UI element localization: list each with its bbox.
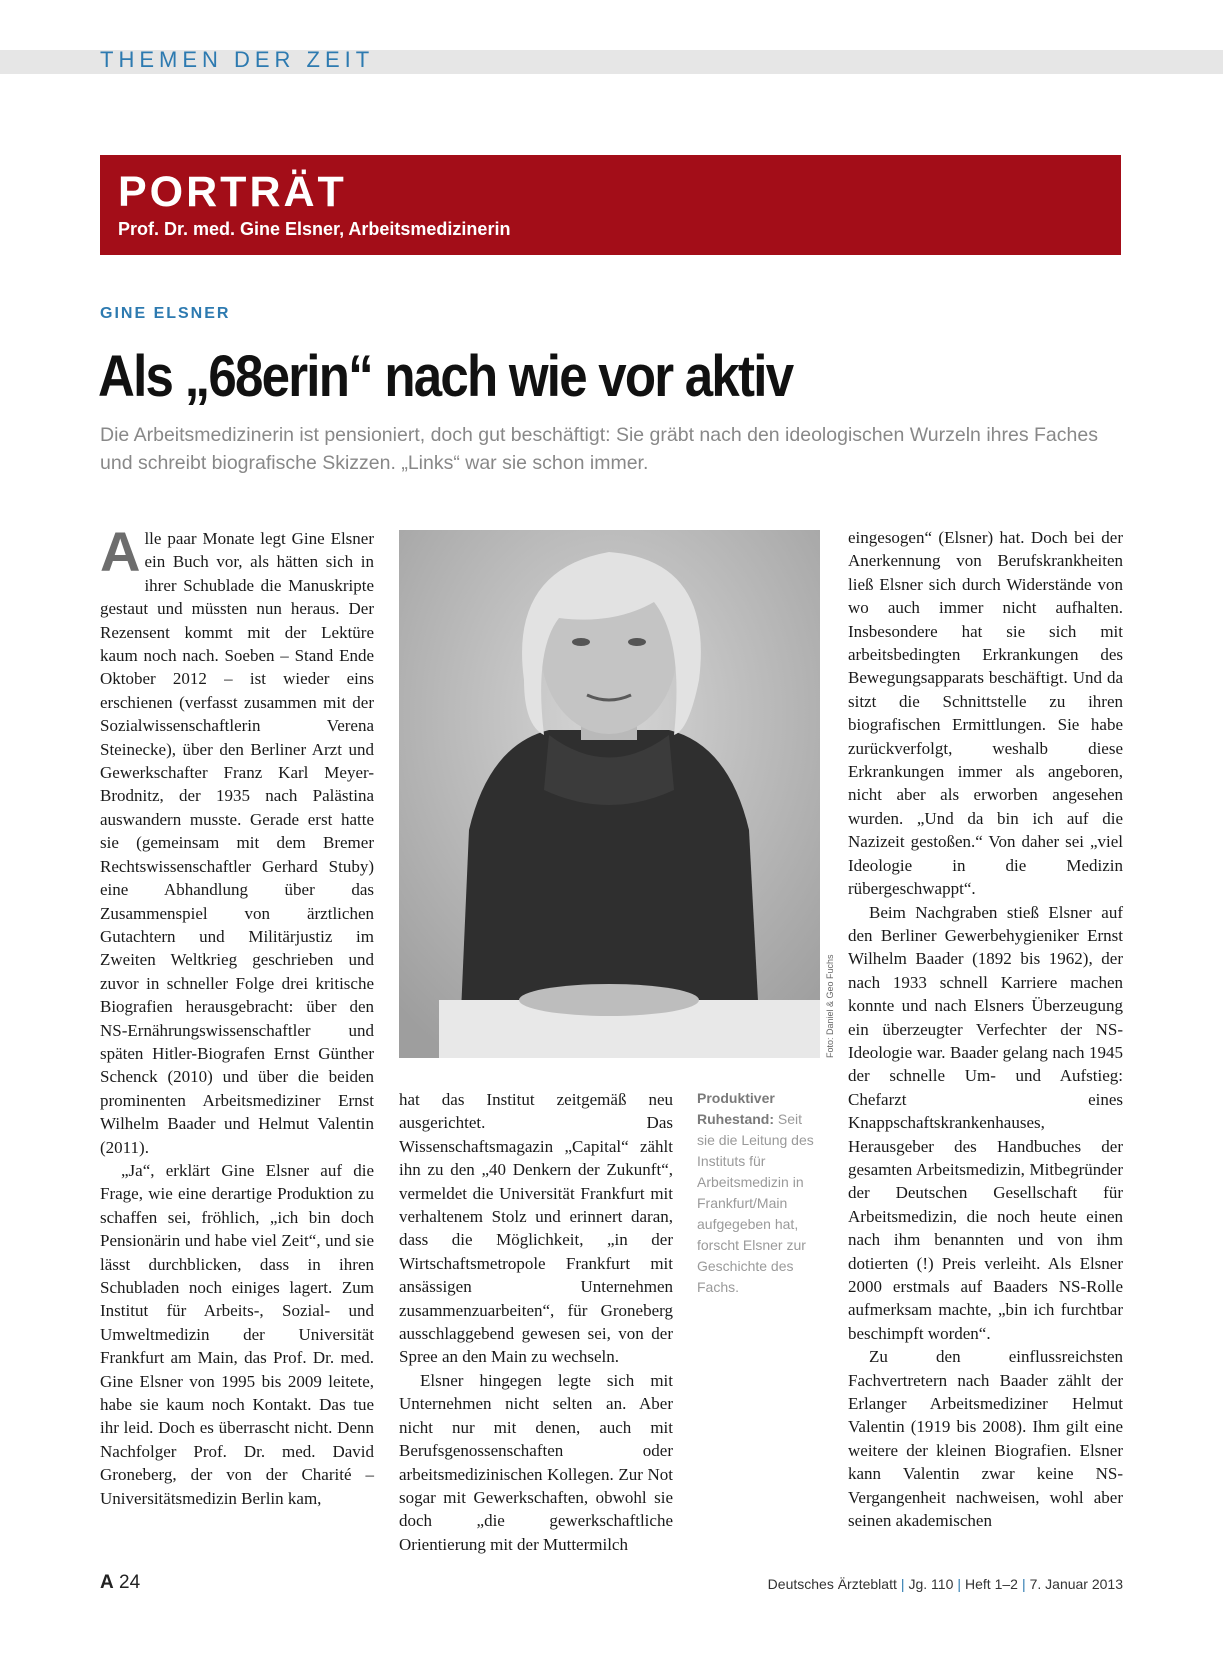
- page-prefix: A: [100, 1572, 114, 1593]
- photo-caption: [697, 1088, 821, 1298]
- publication-date: 7. Januar 2013: [1029, 1576, 1123, 1592]
- article-lead: Die Arbeitsmedizinerin ist pensioniert, doch gut beschäftigt: Sie gräbt nach den ideologischen Wurzeln ihres Faches und schreibt biografische Skizzen. „Links“ war sie schon immer.: [100, 424, 1098, 474]
- portrait-photo: [399, 530, 820, 1058]
- article-headline: Als „68erin“ nach wie vor aktiv: [98, 344, 793, 409]
- paragraph: Zu den einflussreichsten Fachvertretern nach Baader zählt der Erlanger Arbeitsmediziner Helmut Valentin (1919 bis 2008). Ihm gilt eine weitere der kleinen Biografien. Elsner kann Valentin zwar keine NS-Vergangenheit nachweisen, wohl aber seinen akademischen: [848, 1347, 1123, 1531]
- publication-issue: Heft 1–2: [965, 1576, 1018, 1592]
- article-column-2: [399, 1088, 673, 1554]
- publication-name: Deutsches Ärzteblatt: [767, 1576, 897, 1592]
- paragraph: [100, 520, 374, 1159]
- banner-subtitle: Prof. Dr. med. Gine Elsner, Arbeitsmedizinerin: [118, 219, 511, 239]
- caption-text: Seit sie die Leitung des Instituts für Arbeitsmedizin in Frankfurt/Main aufgegeben hat, forscht Elsner zur Geschichte des Fachs.: [697, 1111, 814, 1295]
- paragraph: „Ja“, erklärt Gine Elsner auf die Frage, wie eine derartige Produktion zu schaffen sei, fröhlich, „ich bin doch Pensionärin und habe viel Zeit“, und sie lässt durchblicken, dass in ihren Schubladen noch einiges lagert. Zum Institut für Arbeits-, Sozial- und Umweltmedizin der Universität Frankfurt am Main, das Prof. Dr. med. Gine Elsner von 1995 bis 2009 leitete, habe sie kaum noch Kontakt. Das tue ihr leid. Doch es überrascht nicht. Denn Nachfolger Prof. Dr. med. David Groneberg, der von der Charité – Universitätsmedizin Berlin kam,: [100, 1160, 374, 1508]
- article-column-1: [100, 520, 374, 1533]
- page-number: [100, 1572, 140, 1594]
- publication-volume: Jg. 110: [908, 1576, 954, 1592]
- caption-title: Produktiver Ruhestand:: [697, 1090, 775, 1127]
- publication-info: Deutsches Ärzteblatt | Jg. 110 | Heft 1–2 | 7. Januar 2013: [767, 1576, 1123, 1592]
- paragraph-text: lle paar Monate legt Gine Elsner ein Buch vor, als hätten sich in ihrer Schublade die Manuskripte gestaut und müssten nun heraus. Der Rezensent kommt mit der Lektüre kaum noch nach. Soeben – Stand Ende Oktober 2012 – ist wieder eins erschienen (verfasst zusammen mit der Sozialwissenschaftlerin Verena Steinecke), über den Berliner Arzt und Gewerkschafter Franz Karl Meyer-Brodnitz, der 1935 nach Palästina auswandern musste. Gerade erst hatte sie (gemeinsam mit dem Bremer Rechtswissenschaftler Gerhard Stuby) eine Abhandlung über das Zusammenspiel von ärztlichen Gutachtern und Militärjustiz im Zweiten Weltkrieg geschrieben und zuvor in schneller Folge drei kritische Biografien herausgebracht: über den NS-Ernährungswissenschaftler und späten Hitler-Biografen Ernst Günther Schenck (2010) und über die beiden prominenten Arbeitsmediziner Ernst Wilhelm Baader und Helmut Valentin (2011).: [100, 529, 374, 1157]
- paragraph: Elsner hingegen legte sich mit Unternehmen nicht selten an. Aber nicht nur mit denen, auch mit Berufsgenossenschaften oder arbeitsmedizinischen Kollegen. Zur Not sogar mit Gewerkschaften, obwohl sie doch „die gewerkschaftliche Orientierung mit der Muttermilch: [399, 1370, 673, 1554]
- portrait-photo-image: [399, 530, 820, 1058]
- banner-title: PORTRÄT: [118, 168, 347, 216]
- page-number-value: 24: [119, 1572, 141, 1593]
- paragraph: eingesogen“ (Elsner) hat. Doch bei der Anerkennung von Berufskrankheiten ließ Elsner sich durch Widerstände von wo auch immer nicht aufhalten. Insbesondere hat sie sich mit arbeitsbedingten Erkrankungen des Bewegungsapparats beschäftigt. Und da sitzt die Schnittstelle zu ihren biografischen Ermittlungen. Sie habe zurückverfolgt, weshalb diese Erkrankungen immer als angeboren, nicht aber als erworben angesehen wurden. „Und da bin ich auf die Nazizeit gestoßen.“ Von daher sei „viel Ideologie in die Medizin rübergeschwappt“.: [848, 528, 1123, 899]
- portrait-banner: [100, 155, 1121, 255]
- photo-credit: Foto: Daniel & Geo Fuchs: [825, 954, 835, 1058]
- paragraph: hat das Institut zeitgemäß neu ausgerichtet. Das Wissenschaftsmagazin „Capital“ zählt ihn zu den „40 Denkern der Zukunft“, vermeldet die Universität Frankfurt mit verhaltenem Stolz und erinnert daran, dass die Möglichkeit, „in der Wirtschaftsmetropole Frankfurt mit ansässigen Unternehmen zusammenzuarbeiten“, für Groneberg ausschlaggebend gewesen sei, von der Spree an den Main zu wechseln.: [399, 1090, 673, 1367]
- paragraph: Beim Nachgraben stieß Elsner auf den Berliner Gewerbehygieniker Ernst Wilhelm Baader (1892 bis 1962), der nach 1933 schnell Karriere machen konnte und nach Elsners Überzeugung ein überzeugter Verfechter der NS-Ideologie war. Baader gelang nach 1945 der schnelle Um- und Aufstieg: Chefarzt eines Knappschaftskrankenhauses, Herausgeber des Handbuches der gesamten Arbeitsmedizin, Mitbegründer der Deutschen Gesellschaft für Arbeitsmedizin, die noch heute einen nach ihm benannten und von ihm dotierten (!) Preis verleiht. Als Elsner 2000 erstmals auf Baaders NS-Rolle aufmerksam machte, „bin ich furchtbar beschimpft worden“.: [848, 902, 1123, 1343]
- article-kicker: GINE ELSNER: [100, 305, 231, 322]
- section-label: THEMEN DER ZEIT: [100, 47, 375, 72]
- article-column-3: [848, 526, 1123, 1533]
- drop-cap: A: [100, 520, 141, 583]
